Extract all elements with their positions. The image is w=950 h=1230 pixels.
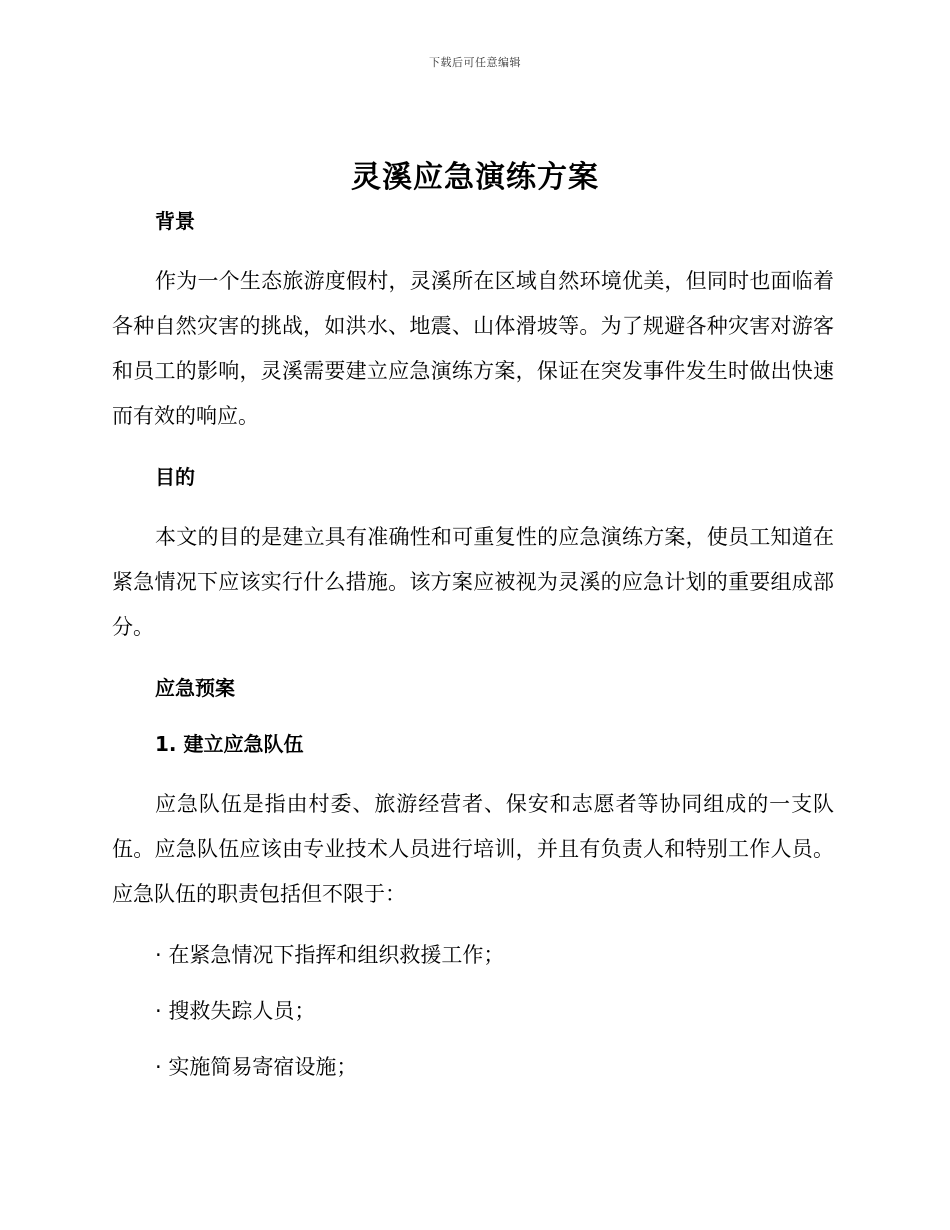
section-heading-purpose: 目的 bbox=[155, 465, 195, 489]
bullet-item: · 在紧急情况下指挥和组织救援工作； bbox=[155, 943, 505, 967]
section-heading-plan: 应急预案 bbox=[155, 676, 235, 700]
bullet-item: · 搜救失踪人员； bbox=[155, 999, 316, 1023]
header-note: 下载后可任意编辑 bbox=[429, 56, 521, 69]
emergency-team-paragraph: 应急队伍是指由村委、旅游经营者、保安和志愿者等协同组成的一支队伍。应急队伍应该由专业技术人员进行培训，并且有负责人和特别工作人员。应急队伍的职责包括但不限于： bbox=[112, 792, 834, 906]
subheading-emergency-team: 1. 建立应急队伍 bbox=[155, 732, 304, 756]
section-heading-background: 背景 bbox=[155, 209, 195, 233]
purpose-paragraph: 本文的目的是建立具有准确性和可重复性的应急演练方案，使员工知道在紧急情况下应该实行什么措施。该方案应被视为灵溪的应急计划的重要组成部分。 bbox=[112, 525, 834, 639]
background-paragraph: 作为一个生态旅游度假村，灵溪所在区域自然环境优美，但同时也面临着各种自然灾害的挑战，如洪水、地震、山体滑坡等。为了规避各种灾害对游客和员工的影响，灵溪需要建立应急演练方案，保证在突发事件发生时做出快速而有效的响应。 bbox=[112, 269, 834, 428]
document-title: 灵溪应急演练方案 bbox=[351, 160, 599, 195]
bullet-item: · 实施简易寄宿设施； bbox=[155, 1055, 358, 1079]
document-body bbox=[112, 203, 834, 1085]
